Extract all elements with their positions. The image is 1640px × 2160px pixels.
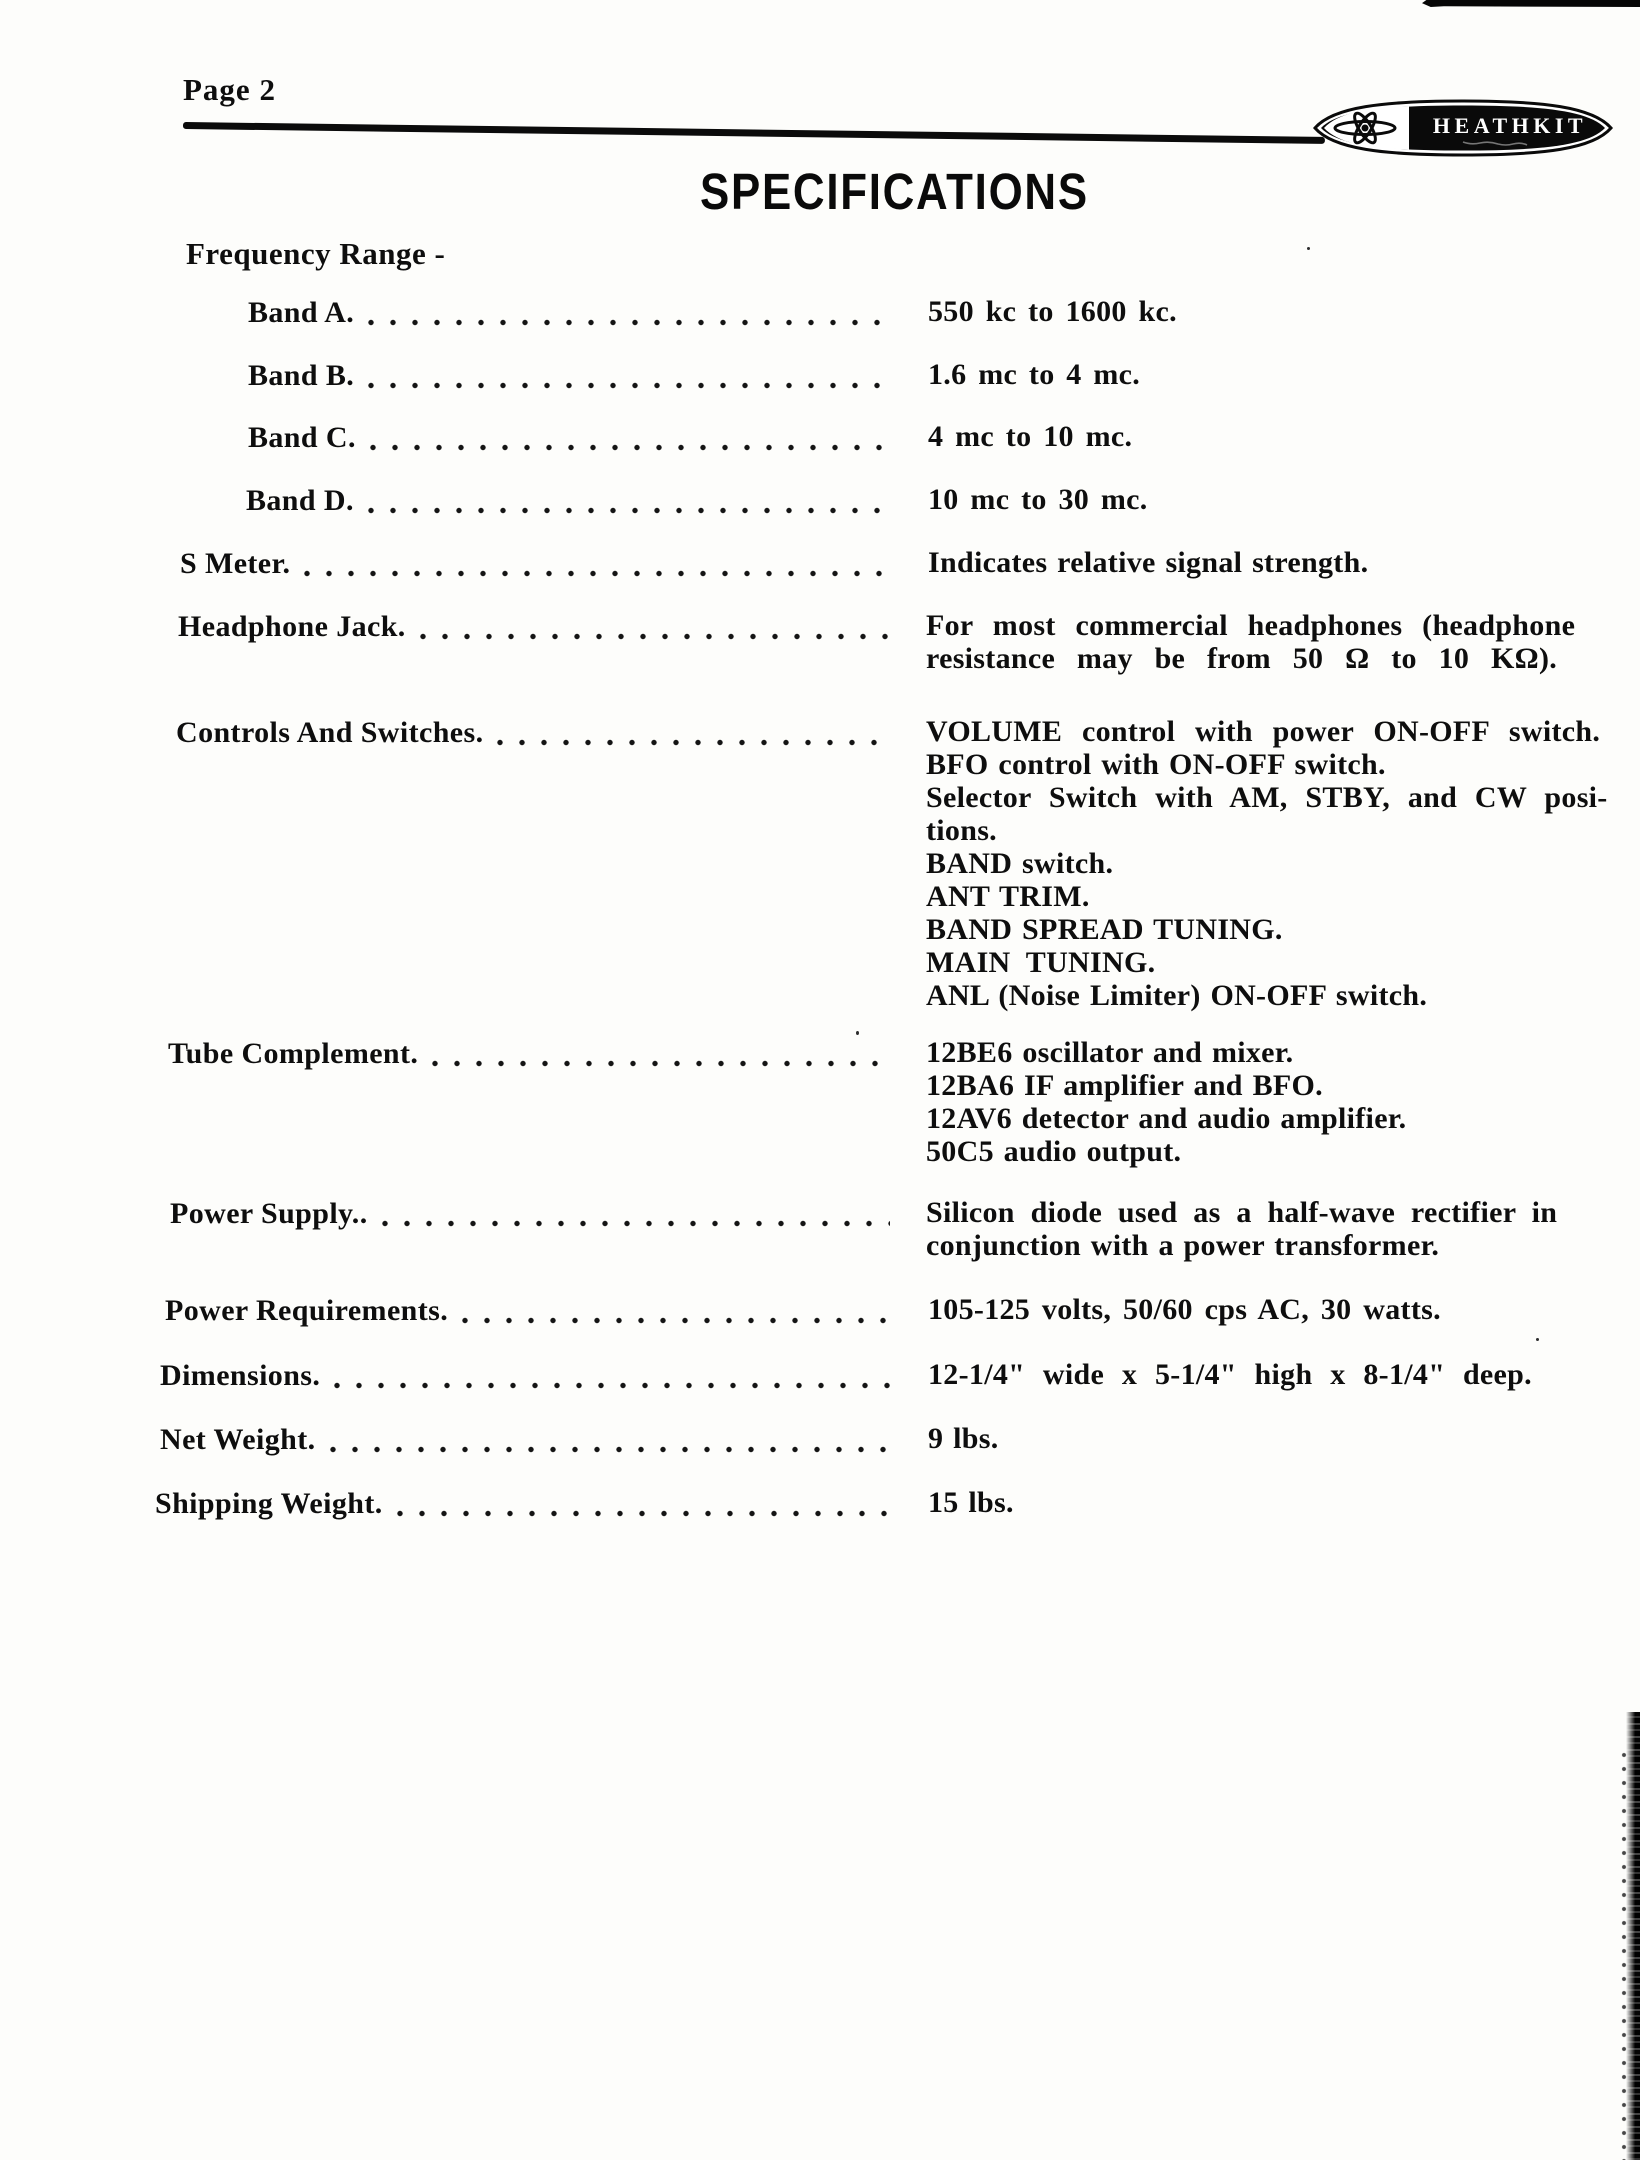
spec-label: Band A. — [248, 296, 355, 329]
value-line: resistance may be from 50 Ω to 10 KΩ). — [926, 642, 1558, 675]
heathkit-logo — [1313, 99, 1613, 157]
spec-label: Power Requirements. — [165, 1294, 449, 1327]
spec-row-shipping-weight — [155, 1486, 890, 1522]
value-line: 12AV6 detector and audio amplifier. — [926, 1102, 1407, 1135]
dotted-leader — [382, 1220, 890, 1227]
spec-value-headphone-jack — [926, 609, 1618, 675]
dotted-leader — [368, 382, 890, 389]
spec-value-band-c: 4 mc to 10 mc. — [928, 420, 1133, 453]
spec-row-power-supply — [170, 1196, 890, 1232]
spec-value-power-requirements: 105-125 volts, 50/60 cps AC, 30 watts. — [928, 1293, 1441, 1326]
value-line: Selector Switch with AM, STBY, and CW posi- — [926, 781, 1608, 814]
spec-row-band-d — [246, 483, 890, 519]
scan-speck — [1536, 1338, 1539, 1341]
spec-row-controls-switches — [176, 715, 890, 751]
spec-label: Shipping Weight. — [155, 1487, 383, 1520]
scan-speck — [1307, 247, 1310, 250]
spec-value-net-weight: 9 lbs. — [928, 1422, 999, 1455]
value-line: BFO control with ON-OFF switch. — [926, 748, 1386, 781]
heathkit-logo-graphic — [1313, 99, 1613, 157]
spec-value-controls-switches — [926, 715, 1618, 1012]
spec-label: S Meter. — [180, 547, 291, 580]
spec-value-band-b: 1.6 mc to 4 mc. — [928, 358, 1141, 391]
spec-label: Band C. — [248, 421, 356, 454]
scan-speck — [856, 1031, 859, 1035]
dotted-leader — [370, 444, 890, 451]
spec-label: Power Supply.. — [170, 1197, 368, 1230]
value-line: Silicon diode used as a half-wave rectifier in — [926, 1196, 1558, 1229]
spec-row-s-meter — [180, 546, 890, 582]
dotted-leader — [368, 319, 890, 326]
value-line: MAIN TUNING. — [926, 946, 1156, 979]
spec-row-dimensions — [160, 1358, 890, 1394]
spec-value-power-supply — [926, 1196, 1618, 1262]
value-line: ANL (Noise Limiter) ON-OFF switch. — [926, 979, 1428, 1012]
spec-label: Controls And Switches. — [176, 716, 484, 749]
spec-value-s-meter: Indicates relative signal strength. — [928, 546, 1369, 579]
spec-row-band-c — [248, 420, 890, 456]
spec-value-band-a: 550 kc to 1600 kc. — [928, 295, 1177, 328]
spec-row-net-weight — [160, 1422, 890, 1458]
heathkit-wordmark: HEATHKIT — [1432, 113, 1588, 138]
spec-value-tube-complement — [926, 1036, 1618, 1168]
spec-label: Headphone Jack. — [178, 610, 406, 643]
page-number: Page 2 — [183, 72, 276, 107]
dotted-leader — [432, 1060, 890, 1067]
value-line: BAND SPREAD TUNING. — [926, 913, 1283, 946]
page-title: SPECIFICATIONS — [700, 163, 1089, 220]
spec-label: Tube Complement. — [168, 1037, 419, 1070]
dotted-leader — [330, 1446, 891, 1453]
value-line: BAND switch. — [926, 847, 1114, 880]
value-line: VOLUME control with power ON-OFF switch. — [926, 715, 1601, 748]
spec-row-power-requirements — [165, 1293, 890, 1329]
value-line: 12BA6 IF amplifier and BFO. — [926, 1069, 1323, 1102]
dotted-leader — [397, 1510, 890, 1517]
value-line: 50C5 audio output. — [926, 1135, 1182, 1168]
dotted-leader — [462, 1317, 890, 1324]
spec-label: Dimensions. — [160, 1359, 321, 1392]
value-line: conjunction with a power transformer. — [926, 1229, 1440, 1262]
value-line: 12BE6 oscillator and mixer. — [926, 1036, 1294, 1069]
spec-value-band-d: 10 mc to 30 mc. — [928, 483, 1148, 516]
header-rule — [183, 122, 1325, 144]
spec-row-headphone-jack — [178, 609, 890, 645]
spec-row-band-b — [248, 358, 890, 394]
spec-label: Net Weight. — [160, 1423, 316, 1456]
spec-value-shipping-weight: 15 lbs. — [928, 1486, 1014, 1519]
frequency-range-heading: Frequency Range - — [186, 236, 446, 271]
value-line: tions. — [926, 814, 997, 847]
dotted-leader — [334, 1382, 890, 1389]
dotted-leader — [368, 507, 890, 514]
value-line: ANT TRIM. — [926, 880, 1090, 913]
dotted-leader — [497, 739, 890, 746]
spec-label: Band B. — [248, 359, 355, 392]
scan-artifact-right-speckle — [1620, 1750, 1630, 2160]
spec-label: Band D. — [246, 484, 354, 517]
spec-row-band-a — [248, 295, 890, 331]
scan-artifact-top-edge — [1422, 0, 1640, 7]
spec-value-dimensions: 12-1/4" wide x 5-1/4" high x 8-1/4" deep. — [928, 1358, 1532, 1391]
dotted-leader — [304, 570, 890, 577]
dotted-leader — [420, 633, 890, 640]
value-line: For most commercial headphones (headphone — [926, 609, 1576, 642]
spec-row-tube-complement — [168, 1036, 890, 1072]
